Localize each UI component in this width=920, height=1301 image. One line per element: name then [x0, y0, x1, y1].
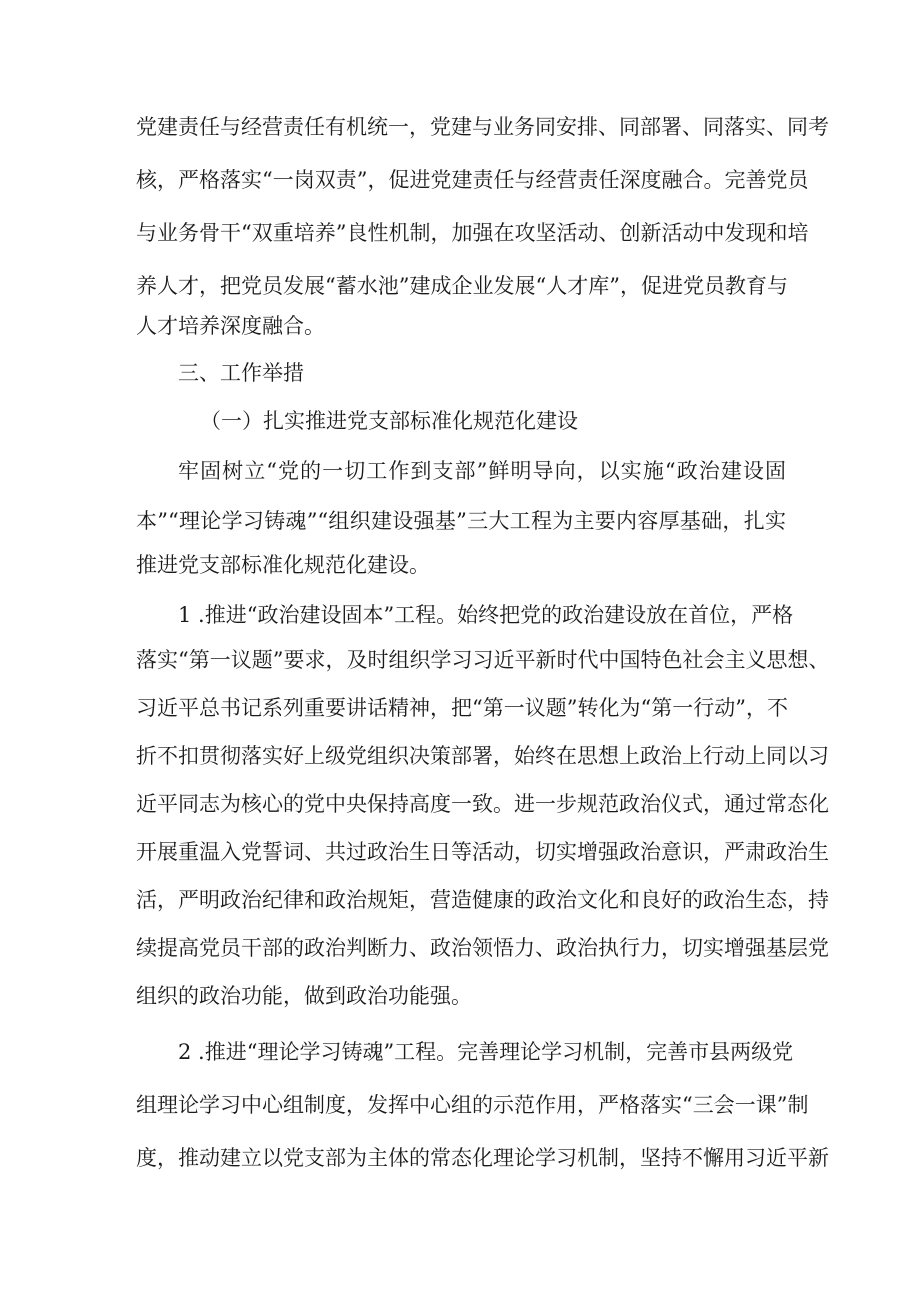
text-line: 牢固树立“党的一切工作到支部”鲜明导向，以实施“政治建设固 [178, 459, 786, 483]
section-heading-text: 三、工作举措 [178, 361, 304, 385]
text-line: 党建责任与经营责任有机统一，党建与业务同安排、同部署、同落实、同考 [136, 115, 829, 139]
text-line: 落实“第一议题”要求，及时组织学习习近平新时代中国特色社会主义思想、 [136, 648, 830, 672]
text-line: 推进党支部标准化规范化建设。 [136, 553, 430, 577]
text-line: 习近平总书记系列重要讲话精神，把“第一议题”转化为“第一行动”，不 [136, 696, 788, 720]
text-line: 人才培养深度融合。 [136, 314, 325, 338]
paragraph-line [0, 1134, 920, 1182]
text-line: 1 .推进“政治建设固本”工程。始终把党的政治建设放在首位，严格 [178, 603, 794, 627]
paragraph-line [0, 732, 920, 780]
text-line: 折不扣贯彻落实好上级党组织决策部署，始终在思想上政治上行动上同以习 [136, 744, 829, 768]
paragraph-line [0, 103, 920, 151]
text-line: 核，严格落实“一岗双责”，促进党建责任与经营责任深度融合。完善党员 [136, 168, 809, 192]
paragraph-line [0, 924, 920, 972]
paragraph-line [0, 209, 920, 257]
text-line: 本”“理论学习铸魂”“组织建设强基”三大工程为主要内容厚基础，扎实 [136, 509, 786, 533]
paragraph-line [0, 1081, 920, 1129]
section-heading [0, 349, 920, 397]
paragraph-line [0, 591, 920, 639]
text-line: 2 .推进“理论学习铸魂”工程。完善理论学习机制，完善市县两级党 [178, 1040, 794, 1064]
subsection-heading-text: （一）扎实推进党支部标准化规范化建设 [200, 409, 578, 433]
subsection-heading [0, 397, 920, 445]
paragraph-line [0, 636, 920, 684]
text-line: 与业务骨干“双重培养”良性机制，加强在攻坚活动、创新活动中发现和培 [136, 221, 809, 245]
text-line: 续提高党员干部的政治判断力、政治领悟力、政治执行力，切实增强基层党 [136, 936, 829, 960]
paragraph-line [0, 780, 920, 828]
text-line: 近平同志为核心的党中央保持高度一致。进一步规范政治仪式，通过常态化 [136, 792, 829, 816]
text-line: 开展重温入党誓词、共过政治生日等活动，切实增强政治意识，严肃政治生 [136, 840, 829, 864]
text-line: 组理论学习中心组制度，发挥中心组的示范作用，严格落实“三会一课”制 [136, 1093, 809, 1117]
text-line: 组织的政治功能，做到政治功能强。 [136, 984, 472, 1008]
paragraph-line [0, 972, 920, 1020]
paragraph-line [0, 828, 920, 876]
paragraph-line [0, 541, 920, 589]
paragraph-line [0, 302, 920, 350]
paragraph-line [0, 156, 920, 204]
paragraph-line [0, 684, 920, 732]
text-line: 活，严明政治纪律和政治规矩，营造健康的政治文化和良好的政治生态，持 [136, 888, 829, 912]
text-line: 度，推动建立以党支部为主体的常态化理论学习机制，坚持不懈用习近平新 [136, 1146, 829, 1170]
paragraph-line [0, 1028, 920, 1076]
text-line: 养人才，把党员发展“蓄水池”建成企业发展“人才库”，促进党员教育与 [136, 274, 788, 298]
paragraph-line [0, 497, 920, 545]
paragraph-line [0, 876, 920, 924]
paragraph-line [0, 447, 920, 495]
